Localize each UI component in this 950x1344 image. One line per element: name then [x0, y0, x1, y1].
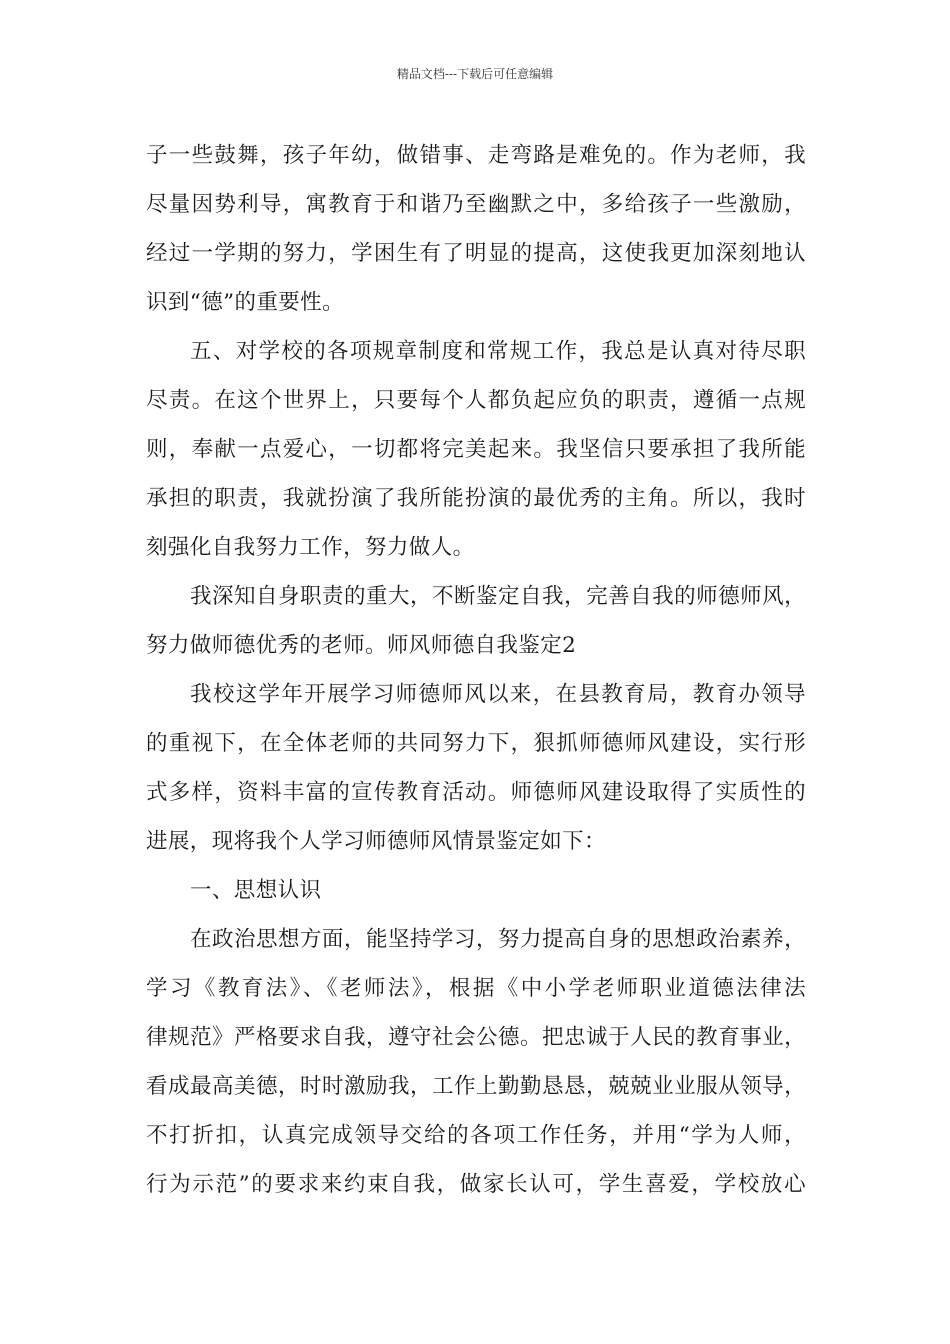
text-line: 识到“德”的重要性。 — [146, 290, 344, 315]
text-line: 式多样，资料丰富的宣传教育活动。师德师风建设取得了实质性的 — [146, 780, 806, 805]
document-body — [146, 131, 806, 1209]
text-line: 律规范》严格要求自我，遵守社会公德。把忠诚于人民的教育事业， — [146, 1025, 806, 1050]
text-line: 刻强化自我努力工作，努力做人。 — [146, 535, 475, 560]
text-line: 子一些鼓舞，孩子年幼，做错事、走弯路是难免的。作为老师，我 — [146, 143, 806, 168]
text-line: 努力做师德优秀的老师。师风师德自我鉴定2 — [146, 633, 577, 658]
text-line: 不打折扣，认真完成领导交给的各项工作任务，并用“学为人师， — [146, 1123, 806, 1148]
text-line: 行为示范”的要求来约束自我，做家长认可，学生喜爱，学校放心 — [146, 1172, 806, 1197]
text-line: 承担的职责，我就扮演了我所能扮演的最优秀的主角。所以，我时 — [146, 486, 806, 511]
text-line: 经过一学期的努力，学困生有了明显的提高，这使我更加深刻地认 — [146, 241, 806, 266]
paragraph-first-line: 我深知自身职责的重大，不断鉴定自我，完善自我的师德师风， — [190, 584, 806, 609]
text-line: 的重视下，在全体老师的共同努力下，狠抓师德师风建设，实行形 — [146, 731, 806, 756]
text-line: 则，奉献一点爱心，一切都将完美起来。我坚信只要承担了我所能 — [146, 437, 806, 462]
paragraph-first-line: 在政治思想方面，能坚持学习，努力提高自身的思想政治素养， — [190, 927, 806, 952]
text-line: 尽责。在这个世界上，只要每个人都负起应负的职责，遵循一点规 — [146, 388, 806, 413]
text-line: 进展，现将我个人学习师德师风情景鉴定如下： — [146, 829, 606, 854]
text-line: 尽量因势利导，寓教育于和谐乃至幽默之中，多给孩子一些激励， — [146, 192, 806, 217]
text-line: 看成最高美德，时时激励我，工作上勤勤恳恳，兢兢业业服从领导， — [146, 1074, 806, 1099]
text-line: 学习《教育法》、《老师法》，根据《中小学老师职业道德法律法 — [146, 976, 806, 1001]
paragraph-first-line: 五、对学校的各项规章制度和常规工作，我总是认真对待尽职 — [190, 339, 806, 364]
paragraph-first-line: 我校这学年开展学习师德师风以来，在县教育局，教育办领导 — [190, 682, 806, 707]
section-heading: 一、思想认识 — [190, 878, 322, 903]
page-header: 精品文档---下载后可任意编辑 — [396, 67, 554, 81]
